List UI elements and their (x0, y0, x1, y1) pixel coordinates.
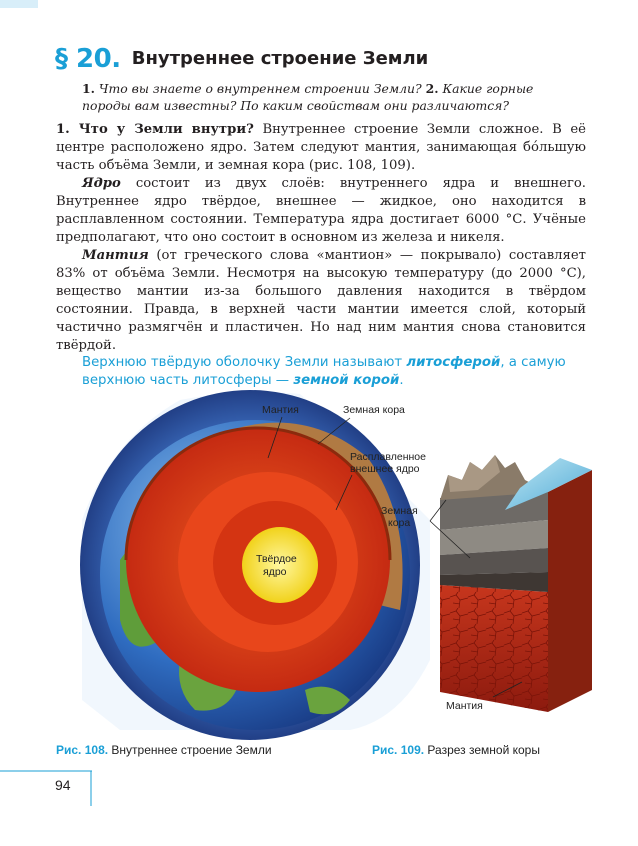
label-block-mantle: Мантия (446, 700, 483, 712)
caption-108-number: Рис. 108. (56, 743, 109, 757)
paragraph-1-heading: 1. Что у Земли внутри? (56, 122, 254, 137)
term-lithosphere: литосферой (406, 355, 501, 370)
paragraph-1-text: Внутреннее строение Земли сложное. В её центре расположено ядро. Затем следуют мантия, занимающая бóльшую часть объёма Земли, и земная кора (рис. 108, 109). (56, 122, 586, 173)
question-1: Что вы знаете о внутреннем строении Земли? (98, 81, 422, 96)
paragraph-1 (56, 121, 586, 175)
label-crust: Земная кора (343, 404, 405, 416)
paragraph-3-text: (от греческого слова «мантион» — покрывало) составляет 83% от объёма Земли. Несмотря на высокую температуру (до 2000 °С), вещество мантии из-за большого давления находится в твёрдом состоянии. Правда, в верхней части мантии имеется слой, который частично размягчён и пластичен. Но над ним мантия снова становится твёрдой. (56, 248, 586, 353)
label-mantle: Мантия (262, 404, 299, 416)
section-number: § 20. (55, 44, 121, 74)
caption-108-text: Внутреннее строение Земли (111, 743, 272, 757)
label-inner-core-2: ядро (263, 566, 287, 578)
crust-block-figure (430, 455, 592, 712)
earth-figure (80, 390, 430, 740)
section-heading (55, 44, 428, 74)
caption-109-text: Разрез земной коры (427, 743, 540, 757)
definition-part-2: , а самую верхнюю часть литосферы — (82, 355, 566, 388)
definition-end: . (399, 373, 404, 388)
caption-figure-108 (56, 743, 272, 757)
label-block-crust-2: кора (388, 517, 411, 529)
section-title: Внутреннее строение Земли (131, 48, 429, 69)
question-1-number: 1. (82, 81, 95, 96)
review-questions (82, 80, 584, 114)
paragraph-2 (56, 175, 586, 247)
term-mantle: Мантия (82, 248, 149, 263)
label-outer-core-1: Расплавленное (350, 451, 426, 463)
question-2-number: 2. (425, 81, 439, 96)
paragraph-2-text: состоит из двух слоёв: внутреннего ядра и внешнего. Внутреннее ядро твёрдое, внешнее — жидкое, оно находится в расплавленном состоянии. Температура ядра достигает 6000 °С. Учёные предполагают, что оно состоит в основном из железа и никеля. (56, 176, 586, 245)
page-number: 94 (55, 777, 71, 793)
paragraph-3 (56, 247, 586, 354)
label-inner-core-1: Твёрдое (256, 553, 297, 565)
caption-109-number: Рис. 109. (372, 743, 425, 757)
label-outer-core-2: внешнее ядро (350, 463, 420, 475)
corner-band (0, 0, 38, 8)
term-earth-crust: земной корой (293, 373, 400, 388)
question-2: Какие горные породы вам известны? По каким свойствам они различаются? (82, 81, 534, 113)
definition-box (82, 354, 587, 390)
caption-figure-109 (372, 743, 540, 757)
definition-part-1: Верхнюю твёрдую оболочку Земли называют (82, 355, 403, 370)
label-block-crust-1: Земная (381, 505, 418, 517)
term-core: Ядро (82, 176, 121, 191)
